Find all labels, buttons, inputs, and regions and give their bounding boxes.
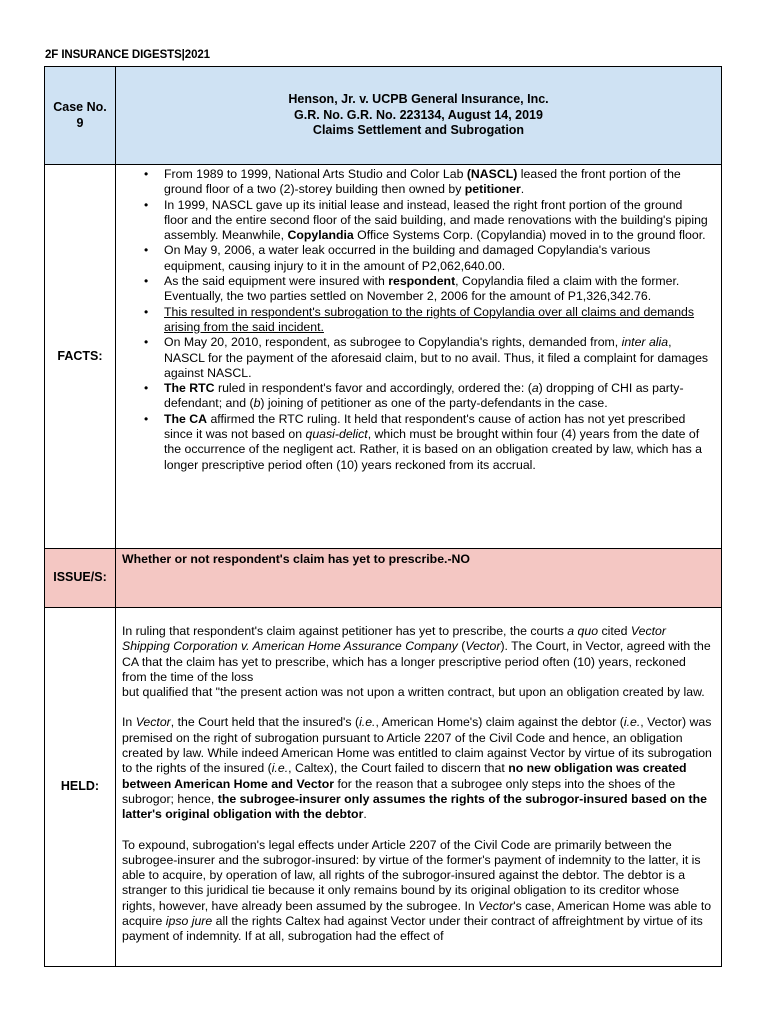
case-number-cell	[45, 67, 116, 165]
issue-label: ISSUE/S:	[45, 549, 116, 608]
facts-item: • This resulted in respondent's subrogation to the rights of Copylandia over all claims and demands arising from the said incident.	[164, 305, 709, 336]
facts-item: • From 1989 to 1999, National Arts Studio and Color Lab (NASCL) leased the front portion of the ground floor of a two (2)-storey building then owned by petitioner.	[164, 167, 709, 198]
issue-text: Whether or not respondent's claim has yet to prescribe.-NO	[122, 552, 470, 566]
facts-content	[116, 165, 722, 549]
facts-label: FACTS:	[45, 165, 116, 549]
case-number-value: 9	[76, 115, 84, 130]
facts-item: • The RTC ruled in respondent's favor and accordingly, ordered the: (a) dropping of CHI as party-defendant; and (b) joining of petitioner as one of the party-defendants in the case.	[164, 381, 709, 412]
held-paragraph: In Vector, the Court held that the insured's (i.e., American Home's) claim against the debtor (i.e., Vector) was premised on the right of subrogation pursuant to Article 2207 of the Civil Code and hence, an obligation created by law. While indeed American Home was entitled to claim against Vector by virtue of its subrogation to the rights of the insured (i.e., Caltex), the Court failed to discern that no new obligation was created between American Home and Vector for the reason that a subrogee only steps into the shoes of the subrogor; hence, the subrogee-insurer only assumes the rights of the subrogor-insured based on the latter's original obligation with the debtor.	[122, 715, 712, 822]
facts-item: • On May 20, 2010, respondent, as subrogee to Copylandia's rights, demanded from, inter alia, NASCL for the payment of the aforesaid claim, but to no avail. Thus, it filed a complaint for damages against NASCL.	[164, 335, 709, 381]
facts-item: • In 1999, NASCL gave up its initial lease and instead, leased the right front portion of the ground floor and the entire second floor of the said building, and made renovations with the building's piping assembly. Meanwhile, Copylandia Office Systems Corp. (Copylandia) moved in to the ground floor.	[164, 198, 709, 244]
facts-list	[116, 165, 721, 473]
case-number-label: Case No.	[53, 100, 107, 115]
issue-row	[45, 549, 722, 608]
facts-row	[45, 165, 722, 549]
facts-item: • The CA affirmed the RTC ruling. It held that respondent's cause of action has not yet prescribed since it was not based on quasi-delict, which must be brought within four (4) years from the date of the occurrence of the negligent act. Rather, it is based on an obligation created by law, which has a longer prescriptive period often (10) years reckoned from its accrual.	[164, 412, 709, 473]
case-topic: Claims Settlement and Subrogation	[312, 123, 525, 138]
case-digest-table	[44, 66, 722, 967]
case-gr-number: G.R. No. G.R. No. 223134, August 14, 2019	[294, 107, 543, 122]
held-content	[116, 608, 722, 967]
held-label: HELD:	[45, 608, 116, 967]
issue-content	[116, 549, 722, 608]
facts-item: • On May 9, 2006, a water leak occurred in the building and damaged Copylandia's various equipment, causing injury to it in the amount of P2,062,640.00.	[164, 243, 709, 274]
held-text	[116, 608, 721, 966]
held-row	[45, 608, 722, 967]
case-title-row	[45, 67, 722, 165]
document-header: 2F INSURANCE DIGESTS|2021	[45, 49, 210, 61]
facts-item: • As the said equipment were insured with respondent, Copylandia filed a claim with the former. Eventually, the two parties settled on November 2, 2006 for the amount of P1,326,342.76.	[164, 274, 709, 305]
case-name: Henson, Jr. v. UCPB General Insurance, Inc.	[288, 92, 549, 107]
held-paragraph: In ruling that respondent's claim against petitioner has yet to prescribe, the courts a quo cited Vector Shipping Corporation v. American Home Assurance Company (Vector). The Court, in Vector, agreed with the CA that the claim has yet to prescribe, which has a longer prescriptive period often (10) years, reckoned from the time of the loss but qualified that "the present action was not upon a written contract, but upon an obligation created by law.	[122, 624, 711, 700]
case-title-cell	[116, 67, 722, 165]
held-paragraph: To expound, subrogation's legal effects under Article 2207 of the Civil Code are primarily between the subrogee-insurer and the subrogor-insured: by virtue of the former's payment of indemnity to the latter, it is able to acquire, by operation of law, all rights of the subrogor-insured against the debtor. The debtor is a stranger to this juridical tie because it only remains bound by its original obligation to its creditor whose rights, however, have already been assumed by the subrogee. In Vector's case, American Home was able to acquire ipso jure all the rights Caltex had against Vector under their contract of affreightment by virtue of its payment of indemnity. If at all, subrogation had the effect of	[122, 837, 712, 944]
